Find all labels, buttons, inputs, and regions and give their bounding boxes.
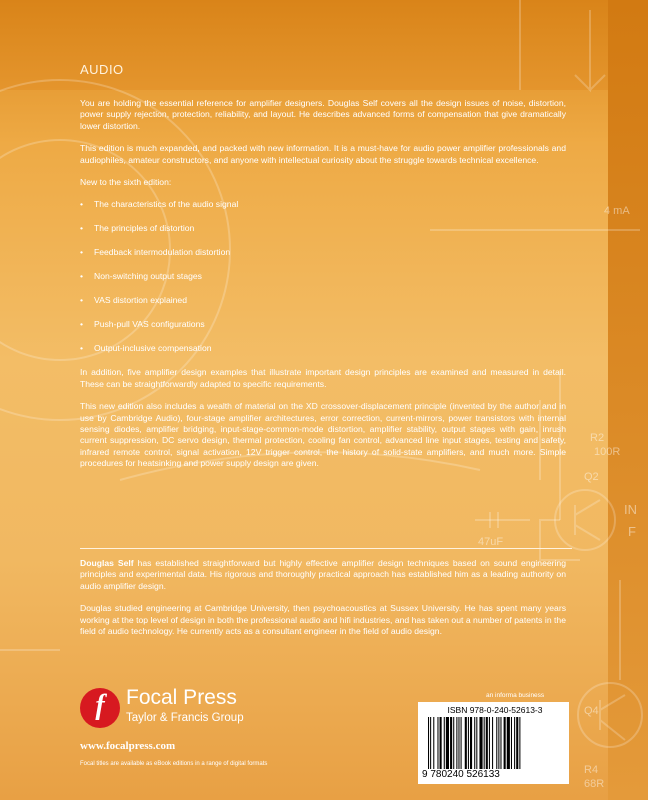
publisher-url[interactable]: www.focalpress.com (80, 740, 176, 752)
isbn-text: ISBN 978-0-240-52613-3 (447, 705, 543, 715)
feature-item (80, 223, 566, 234)
barcode-bar (456, 717, 457, 769)
author-bio-paragraph-2: Douglas studied engineering at Cambridge University, then psychoacoustics at Sussex University. He has spent many years working at the top level of design in both the professional audio and hifi industries, and has taken out a number of patents in the field of audio technology. He currently acts as a consultant engineer in the field of audio design. (80, 603, 566, 637)
barcode-bar (450, 717, 452, 769)
barcode-bar (440, 717, 442, 769)
barcode-bar (486, 717, 488, 769)
author-bio-text: has established straightforward but highly effective amplifier design techniques based on sound engineering principles and experimental data. His rigorous and thoroughly practical approach has established him as a leading authority on audio amplifier design. (80, 558, 566, 591)
feature-label: The characteristics of the audio signal (94, 199, 239, 210)
bg-label-q2: Q2 (584, 471, 599, 483)
bg-label-r2: R2 (590, 432, 605, 444)
bullet-icon: • (80, 271, 84, 282)
bullet-icon: • (80, 319, 84, 330)
barcode-bar (465, 717, 467, 769)
focal-press-logo (80, 688, 120, 728)
bg-label-r2-value: 100R (594, 446, 621, 458)
publisher-name: Focal Press (126, 686, 237, 709)
feature-item (80, 199, 566, 210)
barcode-box (418, 702, 569, 784)
barcode-bar (492, 717, 493, 769)
publisher-group: Taylor & Francis Group (126, 712, 244, 724)
informa-tagline: an informa business (486, 692, 545, 699)
bg-label-current: 4 mA (604, 205, 630, 217)
examples-paragraph: In addition, five amplifier design examples that illustrate important design principles are examined and measured in detail. These can be straightforwardly adapted to specific requirements. (80, 367, 566, 389)
author-name: Douglas Self (80, 558, 134, 568)
bg-label-q4: Q4 (584, 705, 599, 717)
feature-item (80, 247, 566, 258)
feature-item (80, 271, 566, 282)
section-divider (80, 548, 572, 549)
logo-letter: f (95, 690, 105, 721)
barcode-bar (433, 717, 434, 769)
barcode-bar (500, 717, 501, 769)
barcode-bar (479, 717, 482, 769)
barcode-bar (511, 717, 512, 769)
publisher-block (80, 688, 340, 778)
barcode-bar (474, 717, 475, 769)
barcode-bar (519, 717, 520, 769)
barcode-bar (458, 717, 459, 769)
barcode-bar (428, 717, 429, 769)
barcode-bar (430, 717, 431, 769)
feature-label: Non-switching output stages (94, 271, 202, 282)
bullet-icon: • (80, 295, 84, 306)
barcode-bar (461, 717, 462, 769)
feature-label: Output-inclusive compensation (94, 343, 212, 354)
barcode-bar (468, 717, 469, 769)
bullet-icon: • (80, 247, 84, 258)
bg-label-r4-value: 68R (584, 778, 605, 790)
author-bio (80, 558, 566, 648)
feature-label: VAS distortion explained (94, 295, 187, 306)
barcode-bar (437, 717, 438, 769)
feature-label: Feedback intermodulation distortion (94, 247, 231, 258)
description-text (80, 98, 566, 481)
feature-item (80, 343, 566, 354)
bullet-icon: • (80, 223, 84, 234)
section-label: AUDIO (80, 62, 124, 77)
bg-label-cap: 47uF (478, 536, 504, 548)
bg-label-r4: R4 (584, 764, 599, 776)
feature-item (80, 295, 566, 306)
barcode-digits: 9 780240 526133 (422, 769, 500, 780)
barcode-bars (426, 717, 561, 769)
barcode-bar (514, 717, 515, 769)
intro-paragraph-2: This edition is much expanded, and packed with new information. It is a must-have for audio power amplifier professionals and audiophiles, amateur constructors, and anyone with intellectual curiosity about the struggle towards technical excellence. (80, 143, 566, 165)
feature-item (80, 319, 566, 330)
ebook-note: Focal titles are available as eBook editions in a range of digital formats (80, 761, 268, 767)
bg-label-edge-in: IN (624, 502, 637, 517)
barcode-bar (489, 717, 490, 769)
new-material-paragraph: This new edition also includes a wealth of material on the XD crossover-displacement principle (invented by the author and in use by Cambridge Audio), four-stage amplifier architectures, error correction, current-mirrors, power transistors with internal sensing diodes, amplifier bridging, input-stage-common-mode distortion, amplifier stability, output stages with gain, inrush current suppression, DC servo design, thermal protection, cooling fan control, advanced line input stages, testing and safety, infrared remote control, signal activation, 12V trigger control, the history of solid-state amplifiers, and much more. Simple procedures for heatsinking and power supply design are given. (80, 401, 566, 469)
feature-label: The principles of distortion (94, 223, 195, 234)
barcode-bar (516, 717, 518, 769)
barcode-bar (476, 717, 477, 769)
barcode-bar (504, 717, 506, 769)
barcode-bar (446, 717, 449, 769)
bullet-icon: • (80, 199, 84, 210)
barcode-bar (496, 717, 497, 769)
barcode-bar (484, 717, 485, 769)
barcode-bar (470, 717, 472, 769)
feature-label: Push-pull VAS configurations (94, 319, 205, 330)
new-edition-heading: New to the sixth edition: (80, 177, 172, 188)
barcode-bar (453, 717, 454, 769)
barcode-bar (444, 717, 445, 769)
feature-list (80, 199, 566, 354)
intro-paragraph-1: You are holding the essential reference for amplifier designers. Douglas Self covers all the design issues of noise, distortion, power supply rejection, protection, reliability, and layout. He describes advanced forms of compensation that give dramatically lower distortion. (80, 98, 566, 131)
bg-label-edge-f: F (628, 524, 636, 539)
barcode-bar (507, 717, 510, 769)
bullet-icon: • (80, 343, 84, 354)
barcode-bar (498, 717, 499, 769)
author-bio-paragraph-1 (80, 558, 566, 592)
